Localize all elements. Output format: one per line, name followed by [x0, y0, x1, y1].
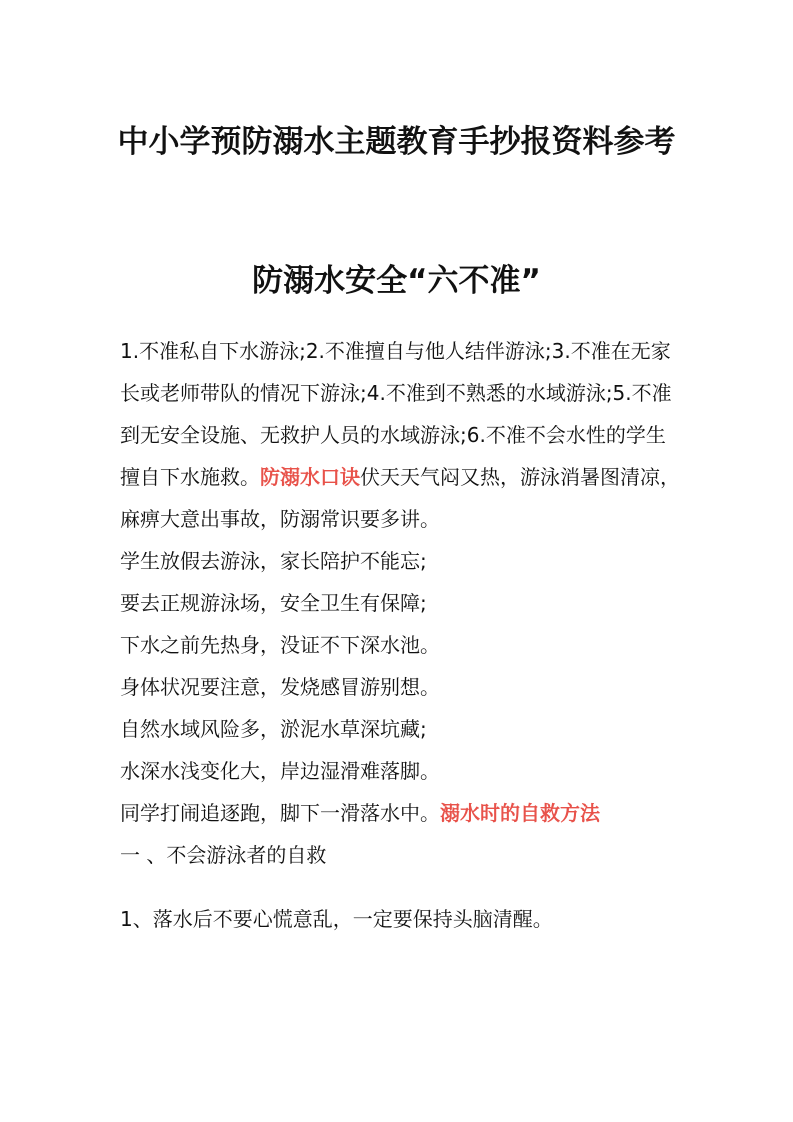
- rhyme-last-paragraph: [120, 792, 680, 834]
- rules-text: 1.不准私自下水游泳;2.不准擅自与他人结伴游泳;3.不准在无家长或老师带队的情况下游泳;4.不准到不熟悉的水域游泳;5.不准到无安全设施、无救护人员的水域游泳;6.不准不会水性的学生擅自下水施救。: [120, 339, 672, 489]
- section-heading-non-swimmer: 一 、不会游泳者的自救: [120, 843, 327, 867]
- page-title: 中小学预防溺水主题教育手抄报资料参考: [117, 124, 676, 160]
- rhyme-line: 下水之前先热身，没证不下深水池。: [120, 633, 440, 657]
- rhyme-line: 水深水浅变化大，岸边湿滑难落脚。: [120, 759, 440, 783]
- spacer: [120, 876, 680, 898]
- rhyme-line: 麻痹大意出事故，防溺常识要多讲。: [120, 507, 440, 531]
- rhyme-first-line: 伏天天气闷又热，游泳消暑图清凉，: [360, 465, 680, 489]
- rhyme-line: 自然水域风险多，淤泥水草深坑藏;: [120, 717, 427, 741]
- rhyme-heading: 防溺水口诀: [260, 465, 360, 489]
- rhyme-line: 学生放假去游泳，家长陪护不能忘;: [120, 549, 427, 573]
- self-rescue-heading: 溺水时的自救方法: [440, 801, 600, 825]
- list-item: 1、落水后不要心慌意乱，一定要保持头脑清醒。: [120, 907, 553, 931]
- rhyme-last-line: 同学打闹追逐跑，脚下一滑落水中。: [120, 801, 440, 825]
- rhyme-line: 要去正规游泳场，安全卫生有保障;: [120, 591, 427, 615]
- document-body: [120, 330, 680, 940]
- rules-paragraph: [120, 330, 680, 498]
- rhyme-line: 身体状况要注意，发烧感冒游别想。: [120, 675, 440, 699]
- section-title-six-rules: 防溺水安全“六不准”: [252, 263, 541, 299]
